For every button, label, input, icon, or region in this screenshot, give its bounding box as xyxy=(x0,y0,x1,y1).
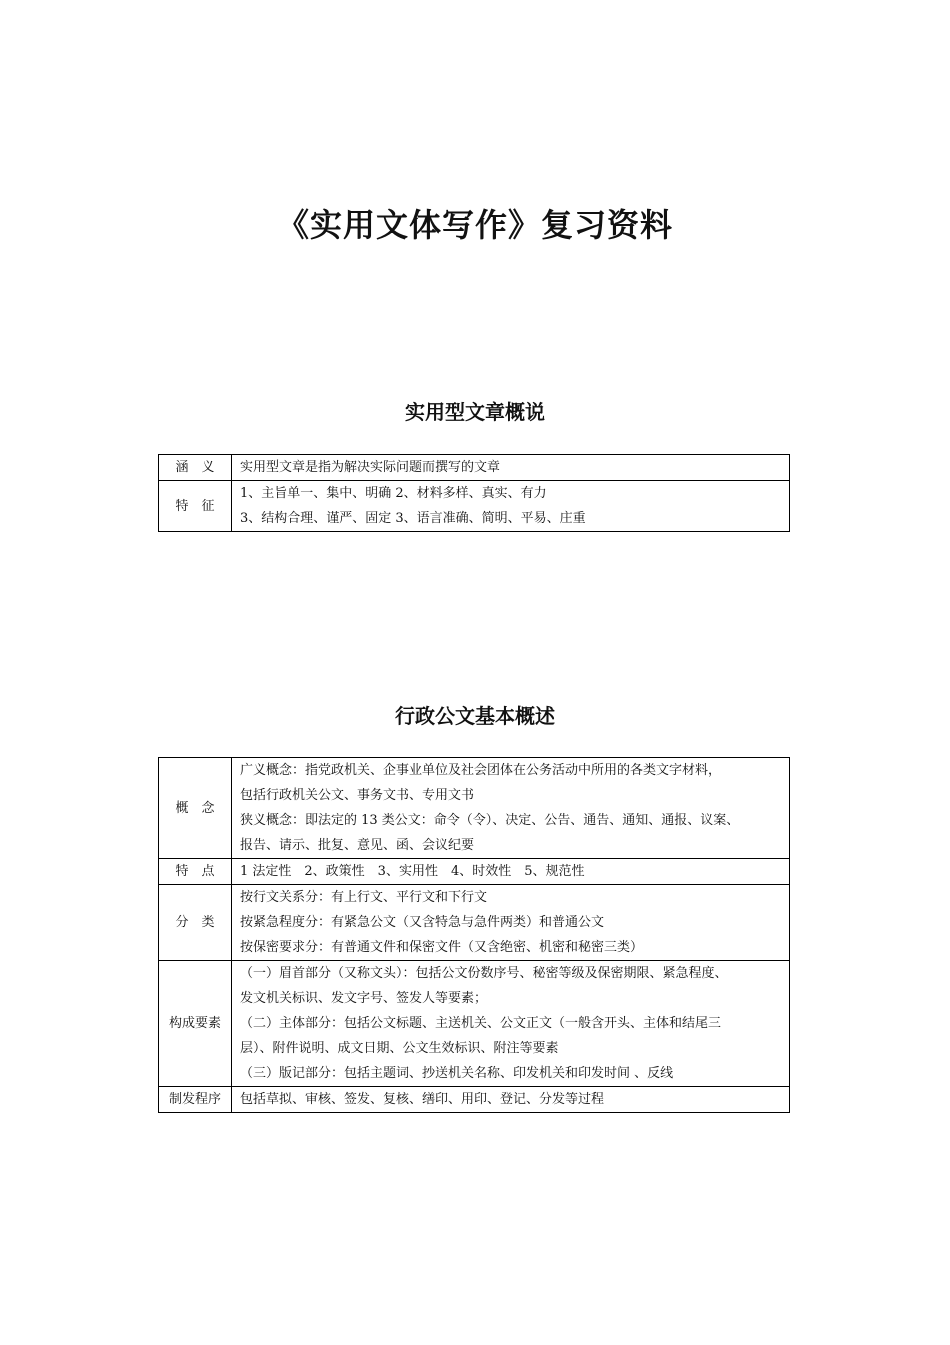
content-line: 1、主旨单一、集中、明确 2、材料多样、真实、有力 xyxy=(240,486,547,501)
section-title-official-documents: 行政公文基本概述 xyxy=(395,704,555,728)
content-line: 报告、请示、批复、意见、函、会议纪要 xyxy=(240,838,475,853)
table-row xyxy=(159,859,790,885)
content-line: 层）、附件说明、成文日期、公文生效标识、附注等要素 xyxy=(240,1041,559,1056)
content-line: 按保密要求分：有普通文件和保密文件（又含绝密、机密和秘密三类） xyxy=(240,940,644,955)
content-line: 发文机关标识、发文字号、签发人等要素； xyxy=(240,991,488,1006)
table-row xyxy=(159,885,790,961)
content-line: 3、结构合理、谨严、固定 3、语言准确、简明、平易、庄重 xyxy=(240,511,586,526)
content-line: 包括行政机关公文、事务文书、专用文书 xyxy=(240,788,475,803)
section-title-practical-articles: 实用型文章概说 xyxy=(405,400,545,424)
row-label: 构成要素 xyxy=(159,961,232,1087)
content-line: 按行文关系分：有上行文、平行文和下行文 xyxy=(240,890,488,905)
row-label: 制发程序 xyxy=(159,1087,232,1113)
practical-articles-table xyxy=(158,454,790,532)
content-line: 按紧急程度分：有紧急公文（又含特急与急件两类）和普通公文 xyxy=(240,915,605,930)
row-content xyxy=(232,885,790,961)
table-row xyxy=(159,481,790,532)
content-line: 1 法定性 2、政策性 3、实用性 4、时效性 5、规范性 xyxy=(240,864,585,879)
content-line: 实用型文章是指为解决实际问题而撰写的文章 xyxy=(240,460,501,475)
content-line: 狭义概念：即法定的 13 类公文：命令（令）、决定、公告、通告、通知、通报、议案、 xyxy=(240,813,740,828)
row-content xyxy=(232,758,790,859)
content-line: （三）版记部分：包括主题词、抄送机关名称、印发机关和印发时间 、反线 xyxy=(240,1066,674,1081)
row-content xyxy=(232,961,790,1087)
row-label: 特 征 xyxy=(159,481,232,532)
content-line: 广义概念：指党政机关、企事业单位及社会团体在公务活动中所用的各类文字材料， xyxy=(240,763,722,778)
document-title: 《实用文体写作》复习资料 xyxy=(276,206,673,244)
content-line: （二）主体部分：包括公文标题、主送机关、公文正文（一般含开头、主体和结尾三 xyxy=(240,1016,722,1031)
row-label: 特 点 xyxy=(159,859,232,885)
content-line: （一）眉首部分（又称文头）：包括公文份数序号、秘密等级及保密期限、紧急程度、 xyxy=(240,966,728,981)
table-row xyxy=(159,455,790,481)
row-content xyxy=(232,455,790,481)
row-content xyxy=(232,1087,790,1113)
row-label: 概 念 xyxy=(159,758,232,859)
content-line: 包括草拟、审核、签发、复核、缮印、用印、登记、分发等过程 xyxy=(240,1092,605,1107)
table-row xyxy=(159,961,790,1087)
table-row xyxy=(159,1087,790,1113)
row-content xyxy=(232,481,790,532)
table-row xyxy=(159,758,790,859)
row-content xyxy=(232,859,790,885)
official-documents-table xyxy=(158,757,790,1113)
row-label: 涵 义 xyxy=(159,455,232,481)
row-label: 分 类 xyxy=(159,885,232,961)
